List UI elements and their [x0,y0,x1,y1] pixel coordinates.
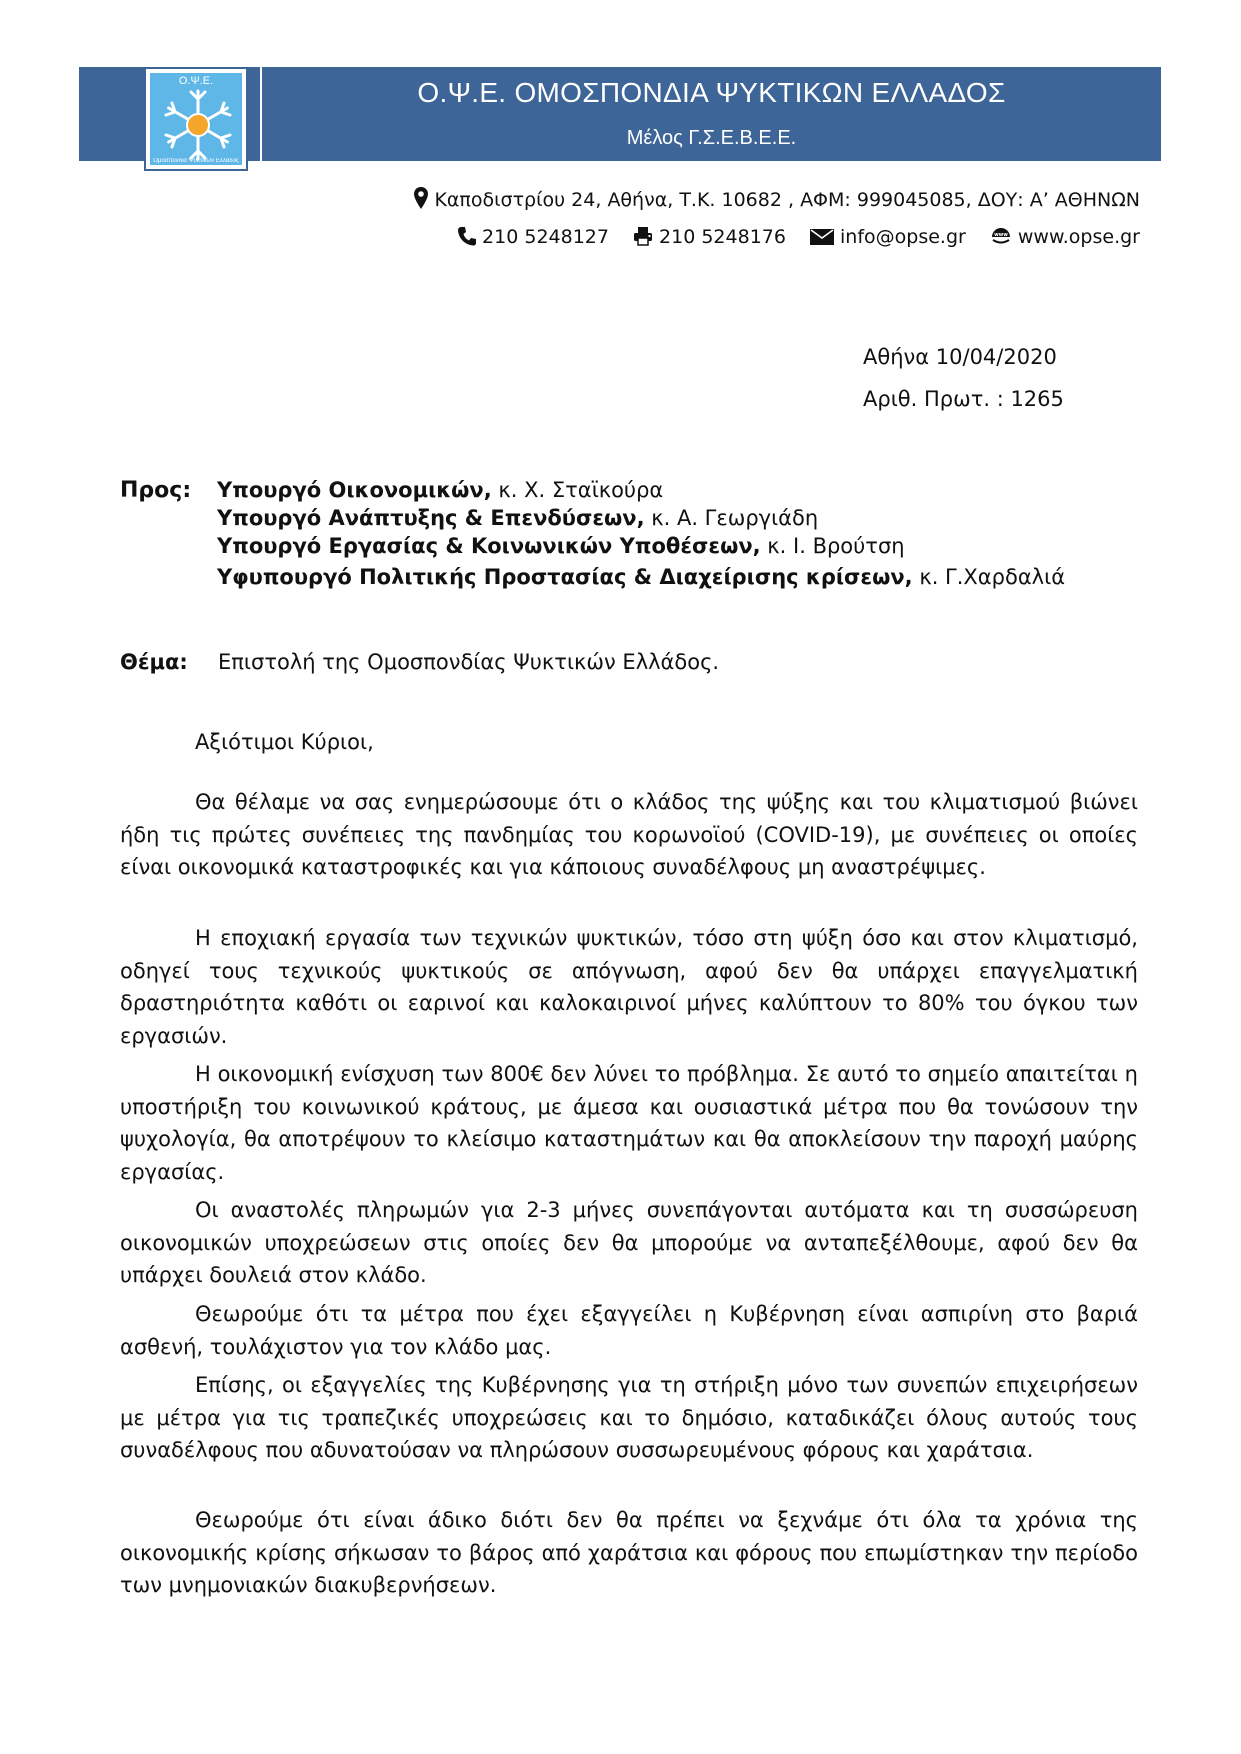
greeting: Αξιότιμοι Κύριοι, [195,730,374,754]
recipient-person: κ. Γ.Χαρδαλιά [912,565,1066,589]
recipient-office: Υπουργό Ανάπτυξης & Επενδύσεων, [217,506,645,530]
logo-top-text: Ο.Ψ.Ε. [178,75,214,87]
body-paragraph: Επίσης, οι εξαγγελίες της Κυβέρνησης για τη στήριξη μόνο των συνεπών επιχειρήσεων με μέτρα για τις τραπεζικές υποχρεώσεις και το δημόσιο, καταδικάζει όλους αυτούς τους συναδέλφους που αδυνατούσαν να πληρώσουν συσσωρευμένους φόρους και χαράτσια. [120,1373,1138,1462]
recipient-person: κ. Α. Γεωργιάδη [644,506,819,530]
letter-date: Αθήνα 10/04/2020 [863,345,1057,369]
recipient-item [217,565,1065,589]
logo-background [150,73,242,165]
phone-icon [458,226,476,246]
recipient-person: κ. Χ. Σταϊκούρα [491,478,664,502]
recipient-office: Υπουργό Οικονομικών, [217,478,492,502]
svg-text:www: www [993,232,1008,238]
body-paragraph: Η οικονομική ενίσχυση των 800€ δεν λύνει το πρόβλημα. Σε αυτό το σημείο απαιτείται η υποστήριξη του κοινωνικού κράτους, με άμεσα και ουσιαστικά μέτρα που θα τονώσουν την ψυχολογία, θα αποτρέψουν το κλείσιμο καταστημάτων και θα αποκλείσουν την παροχή μαύρης εργασίας. [120,1062,1138,1184]
body-paragraph: Η εποχιακή εργασία των τεχνικών ψυκτικών, τόσο στη ψύξη όσο και στον κλιματισμό, οδηγεί τους τεχνικούς ψυκτικούς σε απόγνωση, αφού δεν θα υπάρχει επαγγελματική δραστηριότητα καθότι οι εαρινοί και καλοκαιρινοί μήνες καλύπτουν το 80% του όγκου των εργασιών. [120,926,1138,1048]
email-link[interactable]: info@opse.gr [840,226,966,248]
logo-bottom-text: Ομοσπονδία Ψυκτικών Ελλάδος [153,158,239,164]
email-icon [810,228,834,246]
organization-subtitle: Μέλος Γ.Σ.Ε.Β.Ε.Ε. [626,127,797,149]
recipient-office: Υφυπουργό Πολιτικής Προστασίας & Διαχείρισης κρίσεων, [217,565,913,589]
recipient-person: κ. Ι. Βρούτση [760,534,905,558]
recipient-item [217,478,663,502]
phone-text: 210 5248127 [482,226,609,248]
web-globe-icon [990,228,1012,246]
address-text: Καποδιστρίου 24, Αθήνα, Τ.Κ. 10682 , ΑΦΜ: 999045085, ΔΟΥ: Α’ ΑΘΗΝΩΝ [434,189,1140,211]
subject-text: Επιστολή της Ομοσπονδίας Ψυκτικών Ελλάδος. [218,650,720,674]
body-paragraph: Θα θέλαμε να σας ενημερώσουμε ότι ο κλάδος της ψύξης και του κλιματισμού βιώνει ήδη τις πρώτες συνέπειες της πανδημίας του κορωνοϊού (COVID-19), με συνέπειες οι οποίες είναι οικονομικά καταστροφικές και για κάποιους συναδέλφους μη αναστρέψιμες. [120,790,1138,879]
body-paragraph: Θεωρούμε ότι τα μέτρα που έχει εξαγγείλει η Κυβέρνηση είναι ασπιρίνη στο βαριά ασθενή, τουλάχιστον για τον κλάδο μας. [120,1302,1138,1359]
body-paragraph: Οι αναστολές πληρωμών για 2-3 μήνες συνεπάγονται αυτόματα και τη συσσώρευση οικονομικών υποχρεώσεων στις οποίες δεν θα μπορούμε να ανταπεξέλθουμε, αφού δεν θα υπάρχει δουλειά στον κλάδο. [120,1198,1138,1287]
protocol-number: Αριθ. Πρωτ. : 1265 [863,387,1064,411]
recipient-office: Υπουργό Εργασίας & Κοινωνικών Υποθέσεων, [217,534,761,558]
map-pin-icon [414,187,428,209]
organization-logo [144,67,248,171]
fax-text: 210 5248176 [659,226,786,248]
recipient-item [217,534,905,558]
fax-icon [633,226,653,246]
contact-address-line [414,187,1140,211]
website-link[interactable]: www.opse.gr [1017,226,1140,248]
organization-title: Ο.Ψ.Ε. ΟΜΟΣΠΟΝΔΙΑ ΨΥΚΤΙΚΩΝ ΕΛΛΑΔΟΣ [417,77,1006,108]
snowflake-sun-icon [160,87,236,163]
contact-details-line [458,226,1140,248]
body-paragraph: Θεωρούμε ότι είναι άδικο διότι δεν θα πρέπει να ξεχνάμε ότι όλα τα χρόνια της οικονομικής κρίσης σήκωσαν το βάρος από χαράτσια και φόρους που επωμίστηκαν την περίοδο των μνημονιακών διακυβερνήσεων. [120,1508,1138,1597]
recipient-item [217,506,818,530]
subject-label: Θέμα: [120,650,188,674]
recipients-label: Προς: [120,478,192,503]
